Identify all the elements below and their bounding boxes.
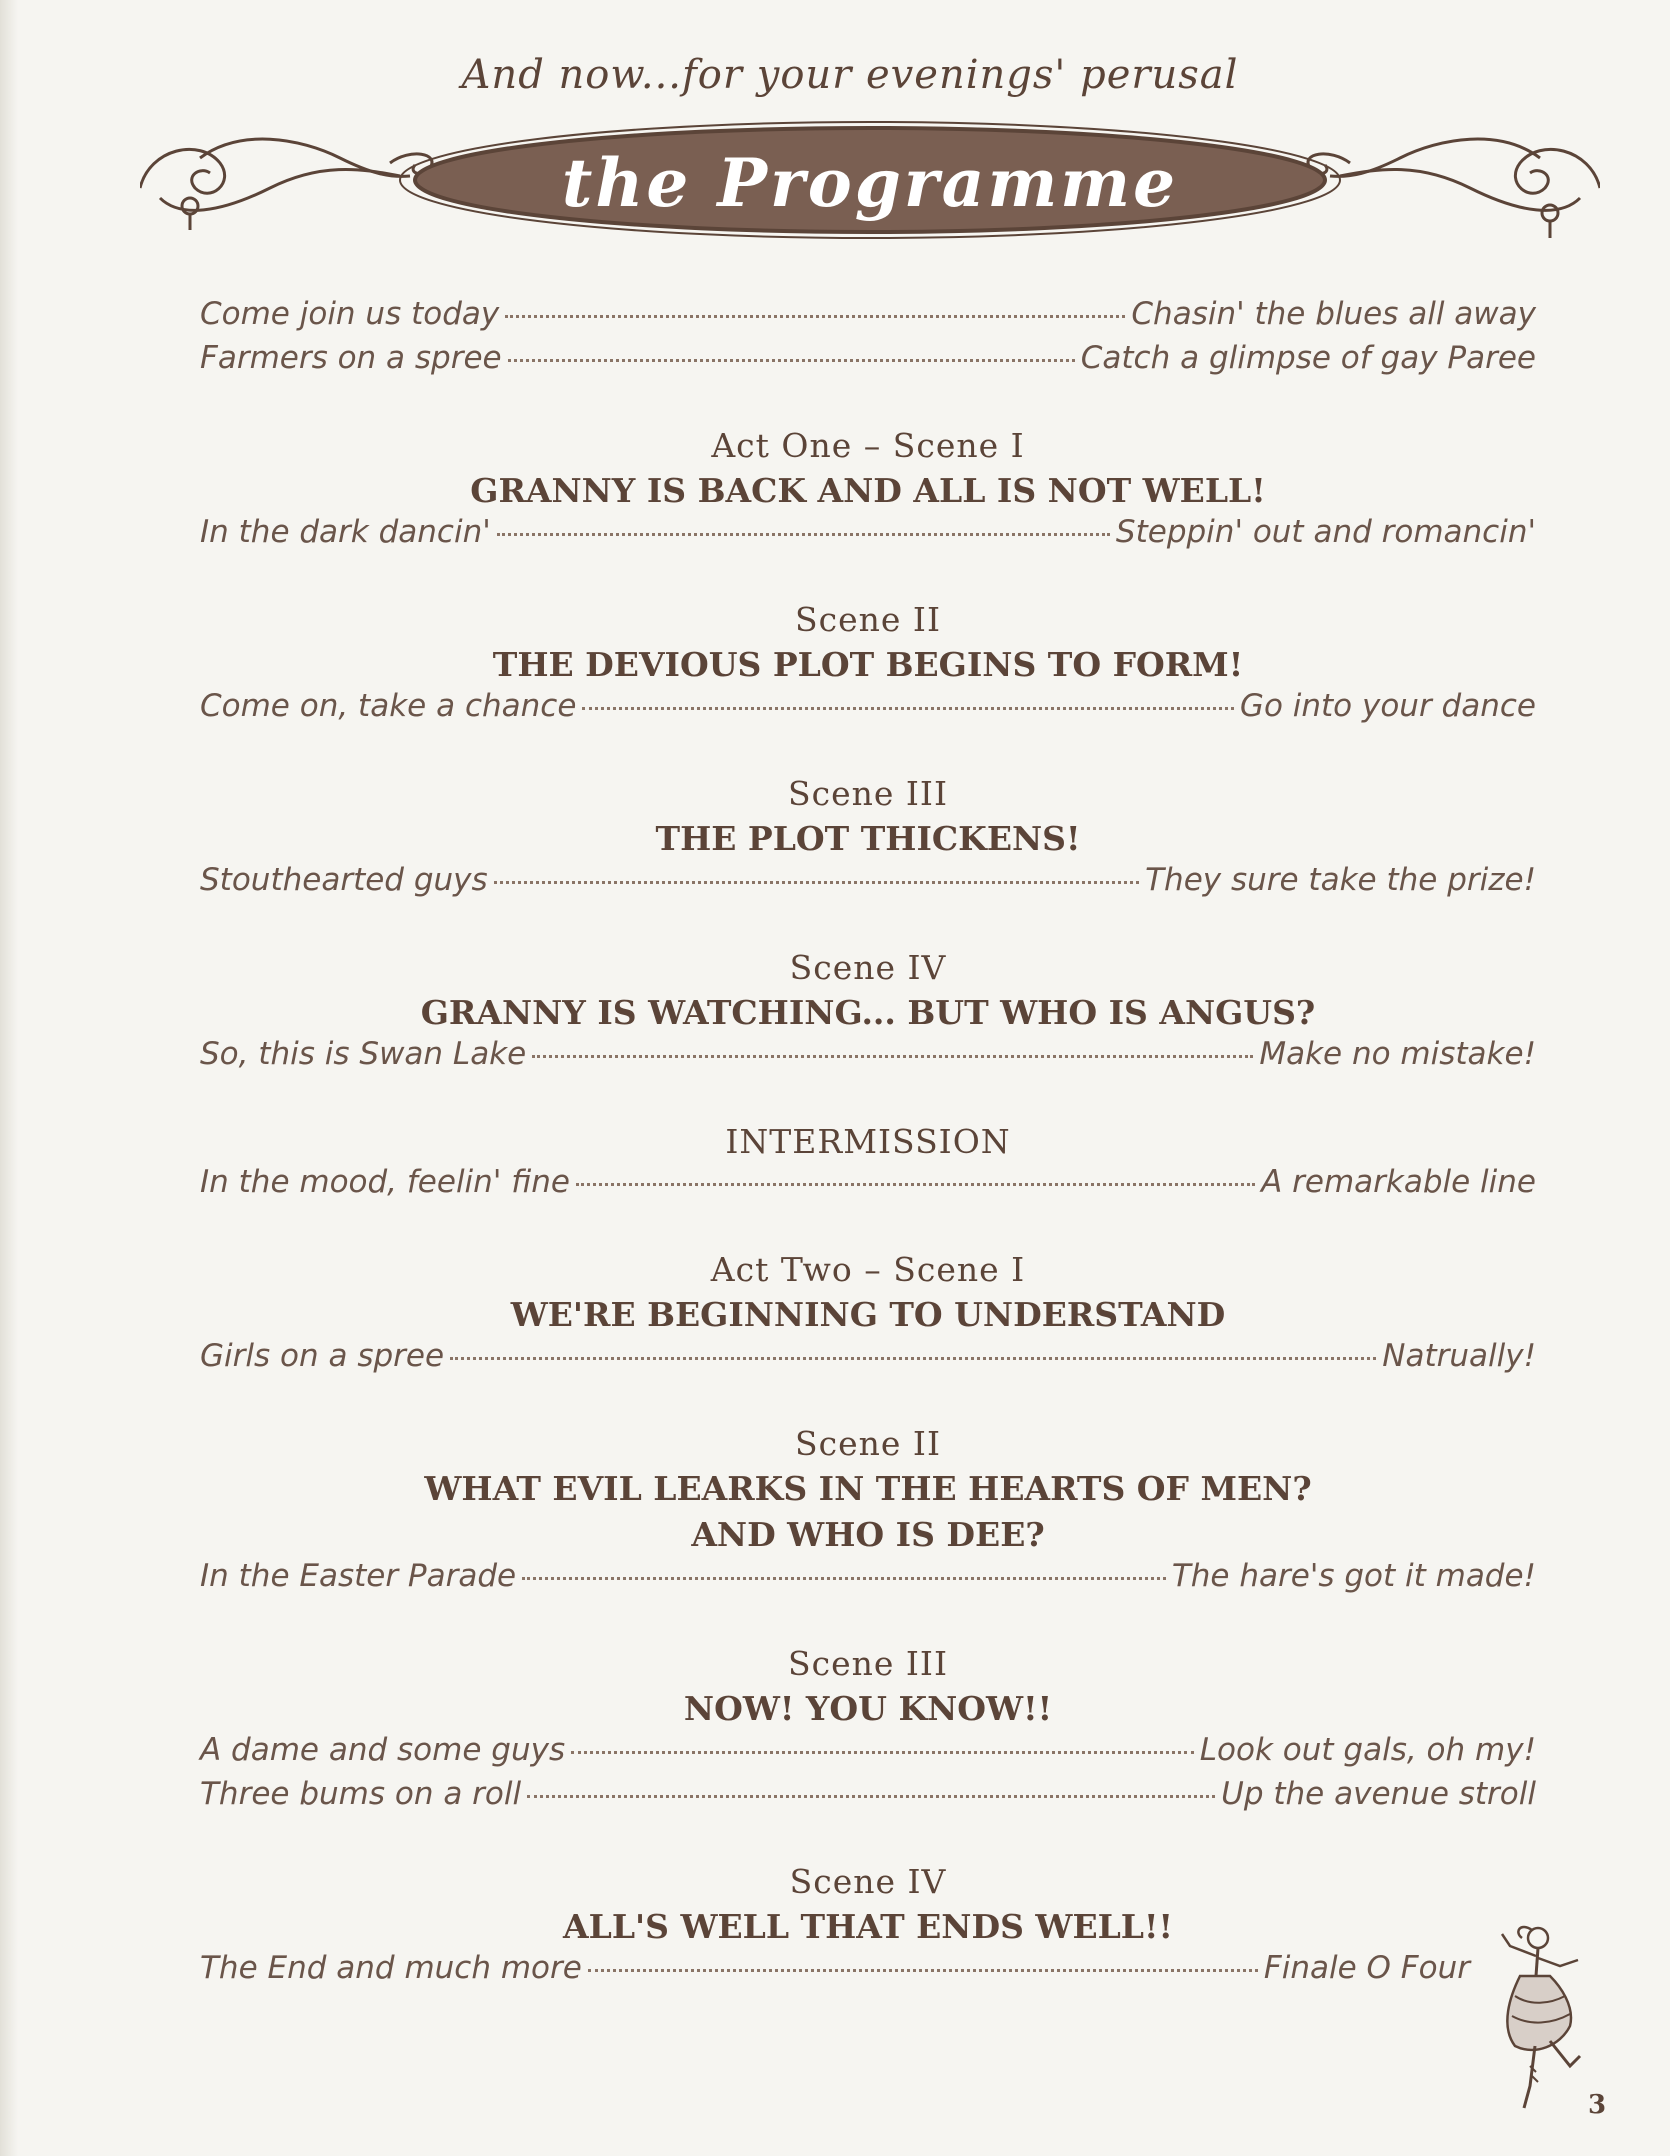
song-right: Make no mistake! bbox=[1259, 1036, 1536, 1072]
song-line bbox=[200, 514, 1536, 558]
song-line bbox=[200, 1950, 1470, 1994]
scene-heading: Scene III bbox=[788, 1644, 948, 1683]
leader-dots bbox=[497, 533, 1110, 536]
scene-heading: Act Two – Scene I bbox=[710, 1250, 1026, 1289]
leader-dots bbox=[527, 1795, 1215, 1798]
song-right: Natrually! bbox=[1382, 1338, 1536, 1374]
intermission-heading: INTERMISSION bbox=[725, 1122, 1011, 1161]
leader-dots bbox=[450, 1357, 1376, 1360]
scene-title: WE'RE BEGINNING TO UNDERSTAND bbox=[510, 1295, 1226, 1334]
leader-dots bbox=[532, 1055, 1253, 1058]
scene-title: WHAT EVIL LEARKS IN THE HEARTS OF MEN? bbox=[424, 1469, 1312, 1508]
song-line bbox=[200, 688, 1536, 732]
song-line bbox=[200, 1732, 1536, 1776]
song-line bbox=[200, 862, 1536, 906]
song-right: Chasin' the blues all away bbox=[1131, 296, 1536, 332]
page-number: 3 bbox=[1588, 2090, 1607, 2120]
scene-title: THE DEVIOUS PLOT BEGINS TO FORM! bbox=[492, 645, 1244, 684]
leader-dots bbox=[571, 1751, 1194, 1754]
song-right: Up the avenue stroll bbox=[1221, 1776, 1536, 1812]
leader-dots bbox=[494, 881, 1139, 884]
programme-list bbox=[200, 296, 1536, 1994]
scene-heading: Scene II bbox=[795, 1424, 941, 1463]
song-left: Farmers on a spree bbox=[200, 340, 502, 376]
song-line bbox=[200, 296, 1536, 340]
song-line bbox=[200, 1558, 1536, 1602]
dancer-icon bbox=[1480, 1916, 1590, 2116]
song-left: A dame and some guys bbox=[200, 1732, 566, 1768]
scene-heading: Scene IV bbox=[789, 948, 947, 987]
song-right: Steppin' out and romancin' bbox=[1115, 514, 1536, 550]
song-left: The End and much more bbox=[200, 1950, 582, 1986]
song-line bbox=[200, 1164, 1536, 1208]
scene-title: THE PLOT THICKENS! bbox=[655, 819, 1081, 858]
song-line bbox=[200, 1776, 1536, 1820]
programme-banner bbox=[140, 118, 1600, 248]
song-right: Finale O Four bbox=[1263, 1950, 1470, 1986]
tagline: And now...for your evenings' perusal bbox=[461, 52, 1239, 98]
leader-dots bbox=[576, 1183, 1255, 1186]
song-right: Catch a glimpse of gay Paree bbox=[1080, 340, 1536, 376]
scene-title: GRANNY IS BACK AND ALL IS NOT WELL! bbox=[470, 471, 1266, 510]
scene-heading: Scene II bbox=[795, 600, 941, 639]
scene-title: AND WHO IS DEE? bbox=[691, 1515, 1045, 1554]
page-edge bbox=[0, 0, 18, 2156]
song-left: Come on, take a chance bbox=[200, 688, 577, 724]
scene-heading: Act One – Scene I bbox=[711, 426, 1025, 465]
song-left: In the dark dancin' bbox=[200, 514, 491, 550]
song-right: The hare's got it made! bbox=[1171, 1558, 1536, 1594]
leader-dots bbox=[505, 315, 1125, 318]
leader-dots bbox=[582, 707, 1234, 710]
scene-heading: Scene IV bbox=[789, 1862, 947, 1901]
leader-dots bbox=[588, 1969, 1258, 1972]
programme-title: the Programme bbox=[561, 144, 1179, 222]
leader-dots bbox=[522, 1577, 1166, 1580]
song-left: Come join us today bbox=[200, 296, 500, 332]
leader-dots bbox=[508, 359, 1075, 362]
song-left: In the Easter Parade bbox=[200, 1558, 517, 1594]
song-line bbox=[200, 1036, 1536, 1080]
scene-title: ALL'S WELL THAT ENDS WELL!! bbox=[563, 1907, 1173, 1946]
song-right: A remarkable line bbox=[1261, 1164, 1536, 1200]
scene-heading: Scene III bbox=[788, 774, 948, 813]
song-right: They sure take the prize! bbox=[1145, 862, 1536, 898]
song-left: So, this is Swan Lake bbox=[200, 1036, 527, 1072]
song-line bbox=[200, 340, 1536, 384]
song-left: Stouthearted guys bbox=[200, 862, 488, 898]
song-line bbox=[200, 1338, 1536, 1382]
song-right: Go into your dance bbox=[1239, 688, 1536, 724]
song-right: Look out gals, oh my! bbox=[1199, 1732, 1536, 1768]
scene-title: GRANNY IS WATCHING... BUT WHO IS ANGUS? bbox=[420, 993, 1316, 1032]
song-left: Girls on a spree bbox=[200, 1338, 445, 1374]
scene-title: NOW! YOU KNOW!! bbox=[683, 1689, 1053, 1728]
song-left: In the mood, feelin' fine bbox=[200, 1164, 570, 1200]
song-left: Three bums on a roll bbox=[200, 1776, 522, 1812]
